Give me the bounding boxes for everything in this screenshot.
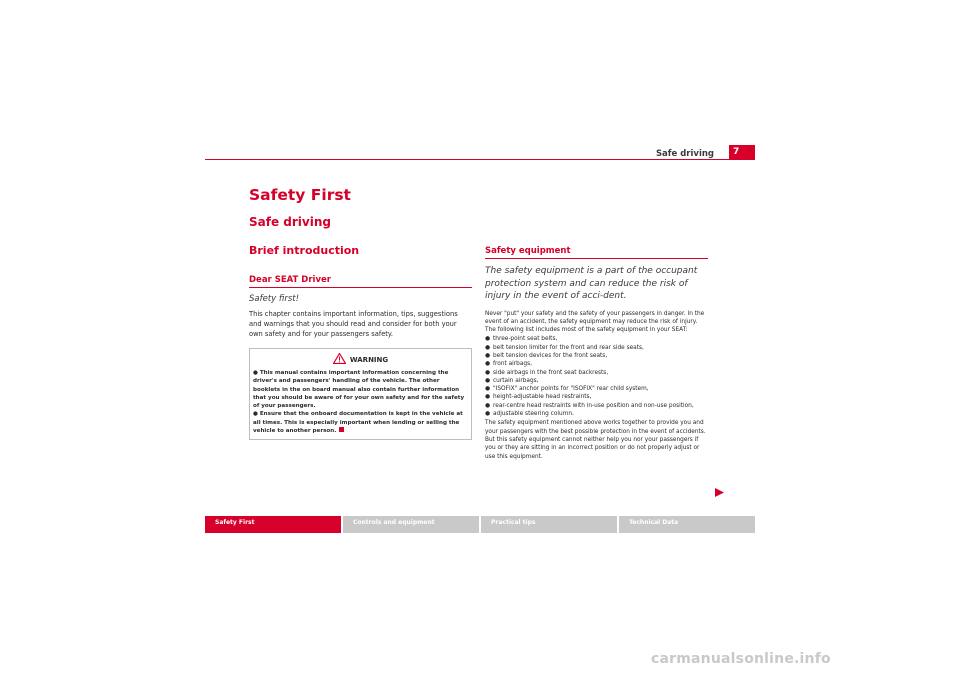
warning-item-text: This manual contains important information concerning the driver's and passengers' handling of the vehicle. The other booklets in the on board manual also contain further information that you should be aware of for your own safety and for the safety of your passengers.	[253, 370, 465, 410]
list-item: ● curtain airbags,	[485, 377, 539, 384]
header-rule	[205, 159, 755, 160]
tab-safety-first[interactable]: Safety First	[205, 516, 341, 533]
warning-item: ● This manual contains important information concerning the driver's and passengers' handling of the vehicle. The other booklets in the on board manual also contain further information that you should be aware of for your own safety and for the safety of your passengers.	[253, 370, 465, 410]
topic-heading-dear-driver: Dear SEAT Driver	[249, 275, 472, 288]
list-item: ● height-adjustable head restraints,	[485, 394, 592, 401]
list-item: ● rear-centre head restraints with in-use position and non-use position,	[485, 402, 694, 409]
topic-heading-safety-equipment: Safety equipment	[485, 246, 708, 259]
warning-triangle-icon	[333, 353, 346, 366]
watermark: carmanualsonline.info	[651, 651, 831, 667]
chapter-title: Safety First	[249, 186, 351, 204]
list-item: ● three-point seat belts,	[485, 336, 558, 343]
page-number: 7	[729, 145, 755, 160]
right-column	[485, 246, 708, 461]
lead-text: Safety first!	[249, 294, 300, 304]
warning-box	[249, 348, 472, 440]
tab-technical-data[interactable]: Technical Data	[619, 516, 755, 533]
list-item: ● side airbags in the front seat backrests,	[485, 369, 609, 376]
running-head: Safe driving	[655, 149, 714, 159]
end-of-section-icon	[339, 427, 344, 432]
warning-header	[253, 353, 468, 366]
chapter-nav	[205, 516, 755, 533]
tab-practical-tips[interactable]: Practical tips	[481, 516, 617, 533]
subsection-title: Brief introduction	[249, 244, 360, 257]
equipment-list	[485, 335, 708, 418]
list-item: ● front airbags,	[485, 361, 532, 368]
list-item: ● "ISOFIX" anchor points for "ISOFIX" rear child system,	[485, 386, 649, 393]
warning-item-text: Ensure that the onboard documentation is kept in the vehicle at all times. This is especially important when lending or selling the vehicle to another person.	[253, 411, 463, 435]
tab-controls-and-equipment[interactable]: Controls and equipment	[343, 516, 479, 533]
left-column	[249, 275, 472, 440]
list-item: ● belt tension devices for the front seats,	[485, 352, 608, 359]
list-item: ● belt tension limiter for the front and rear side seats,	[485, 344, 644, 351]
list-item: ● adjustable steering column.	[485, 411, 574, 418]
section-title: Safe driving	[249, 215, 331, 229]
closing-paragraph: The safety equipment mentioned above works together to provide you and your passengers with the best possible protection in the event of accidents. But this safety equipment cannot neither help you nor your passengers if you or they are sitting in an incorrect position or do not properly adjust or use this equipment.	[485, 420, 706, 460]
warning-label: WARNING	[349, 356, 389, 364]
intro-paragraph: Never "put" your safety and the safety of your passengers in danger. In the event of an accident, the safety equipment may reduce the risk of injury. The following list includes most of the safety equipment in your SEAT:	[485, 310, 705, 334]
intro-paragraph: This chapter contains important information, tips, suggestions and warnings that you should read and consider for both your own safety and for your passengers safety.	[249, 310, 458, 338]
warning-item: ● Ensure that the onboard documentation is kept in the vehicle at all times. This is especially important when lending or selling the vehicle to another person.	[253, 411, 463, 435]
continue-arrow-icon	[715, 482, 724, 501]
lead-text: The safety equipment is a part of the occupant protection system and can reduce the risk of injury in the event of acci-dent.	[485, 266, 698, 301]
